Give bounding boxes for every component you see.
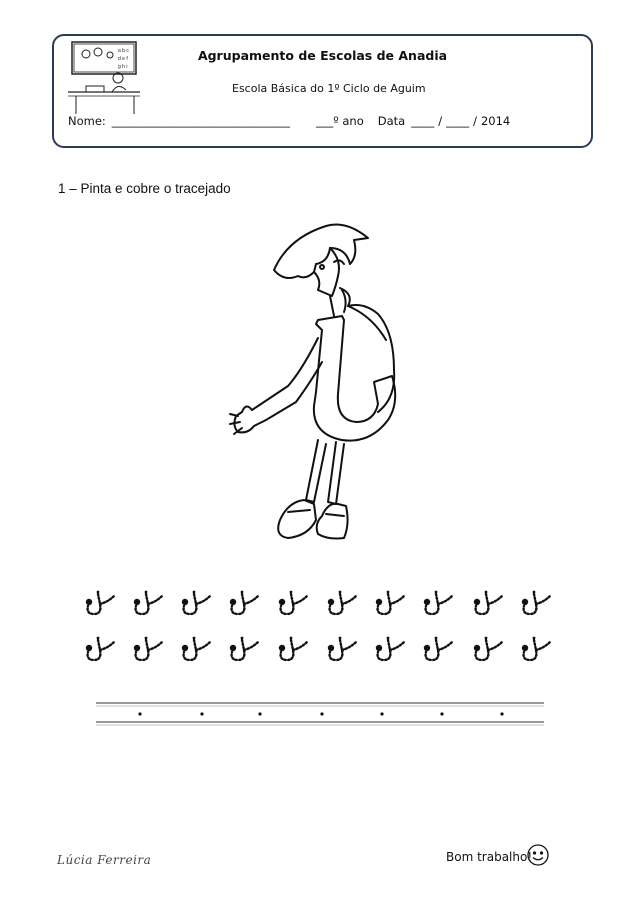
date-day-field[interactable]: ____ bbox=[411, 114, 435, 128]
trace-row-2 bbox=[86, 637, 550, 660]
handwriting-lines[interactable] bbox=[96, 700, 546, 728]
school-group-title: Agrupamento de Escolas de Anadia bbox=[197, 48, 448, 63]
date-separator: / bbox=[473, 114, 477, 128]
smiley-icon bbox=[526, 843, 550, 867]
school-name: Escola Básica do 1º Ciclo de Aguim bbox=[232, 82, 426, 95]
svg-text:a b c: a b c bbox=[118, 48, 129, 54]
closing-message: Bom trabalho! bbox=[446, 850, 533, 864]
header-box bbox=[52, 34, 593, 148]
grade-label: º ano bbox=[333, 114, 364, 128]
tracing-area[interactable] bbox=[78, 582, 568, 672]
author-name: Lúcia Ferreira bbox=[57, 853, 152, 867]
name-field[interactable]: _______________________________ bbox=[111, 114, 291, 128]
date-year: 2014 bbox=[480, 114, 511, 128]
svg-text:d e f: d e f bbox=[118, 56, 128, 62]
exercise-instruction: 1 – Pinta e cobre o tracejado bbox=[58, 181, 231, 196]
date-label: Data bbox=[377, 114, 406, 128]
svg-text:g h i: g h i bbox=[118, 64, 128, 70]
trace-row-1 bbox=[86, 591, 550, 614]
student-info-line bbox=[68, 114, 516, 128]
grade-field[interactable]: ___ bbox=[316, 114, 334, 128]
name-label: Nome: bbox=[68, 114, 106, 128]
date-separator: / bbox=[438, 114, 443, 128]
letter-j-character-icon[interactable] bbox=[218, 220, 418, 550]
date-month-field[interactable]: ____ bbox=[446, 114, 470, 128]
